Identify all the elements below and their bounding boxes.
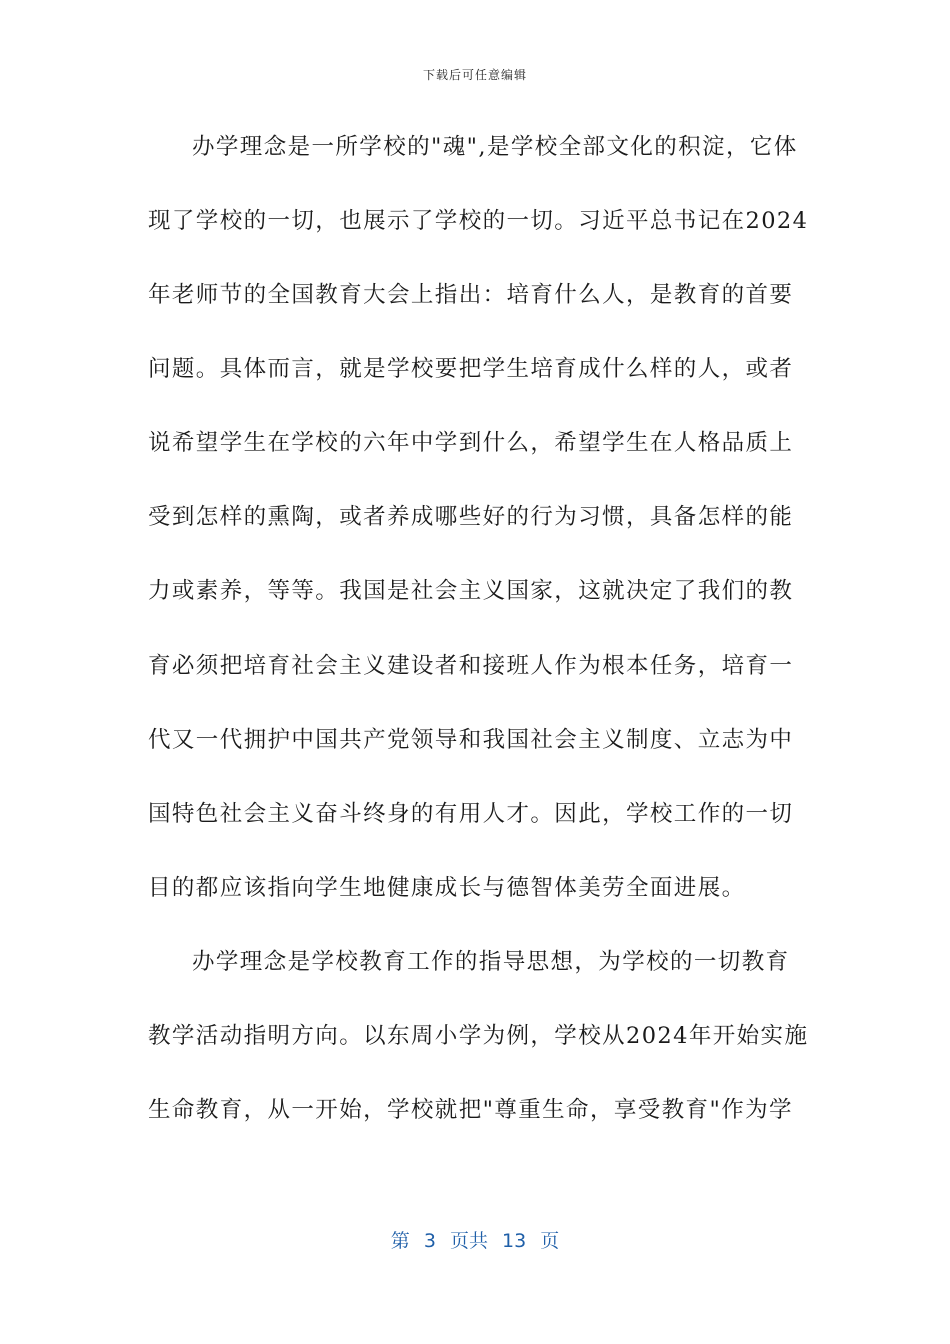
page-number-label: 第 3 页共 13 页 [390, 1230, 560, 1252]
paragraph-1-line-11: 目的都应该指向学生地健康成长与德智体美劳全面进展。 [148, 875, 746, 901]
paragraph-1-line-7: 力或素养，等等。我国是社会主义国家，这就决定了我们的教 [148, 578, 794, 604]
paragraph-1-line-9: 代又一代拥护中国共产党领导和我国社会主义制度、立志为中 [148, 727, 794, 753]
paragraph-1-line-6: 受到怎样的熏陶，或者养成哪些好的行为习惯，具备怎样的能 [148, 504, 794, 530]
paragraph-2-line-3: 生命教育，从一开始，学校就把"尊重生命，享受教育"作为学 [148, 1097, 793, 1123]
paragraph-2-line-2: 教学活动指明方向。以东周小学为例，学校从2024年开始实施 [148, 1023, 809, 1049]
paragraph-1-line-1: 办学理念是一所学校的"魂",是学校全部文化的积淀，它体 [192, 134, 798, 160]
paragraph-1-line-5: 说希望学生在学校的六年中学到什么，希望学生在人格品质上 [148, 430, 794, 456]
paragraph-1-line-2: 现了学校的一切，也展示了学校的一切。习近平总书记在2024 [148, 208, 809, 234]
paragraph-1-line-4: 问题。具体而言，就是学校要把学生培育成什么样的人，或者 [148, 356, 794, 382]
paragraph-1-line-3: 年老师节的全国教育大会上指出：培育什么人，是教育的首要 [148, 282, 794, 308]
paragraph-2-line-1: 办学理念是学校教育工作的指导思想，为学校的一切教育 [192, 949, 790, 975]
paragraph-1-line-8: 育必须把培育社会主义建设者和接班人作为根本任务，培育一 [148, 653, 794, 679]
header-note: 下载后可任意编辑 [422, 68, 527, 82]
page-footer [0, 1226, 950, 1253]
paragraph-1-line-10: 国特色社会主义奋斗终身的有用人才。因此，学校工作的一切 [148, 801, 794, 827]
